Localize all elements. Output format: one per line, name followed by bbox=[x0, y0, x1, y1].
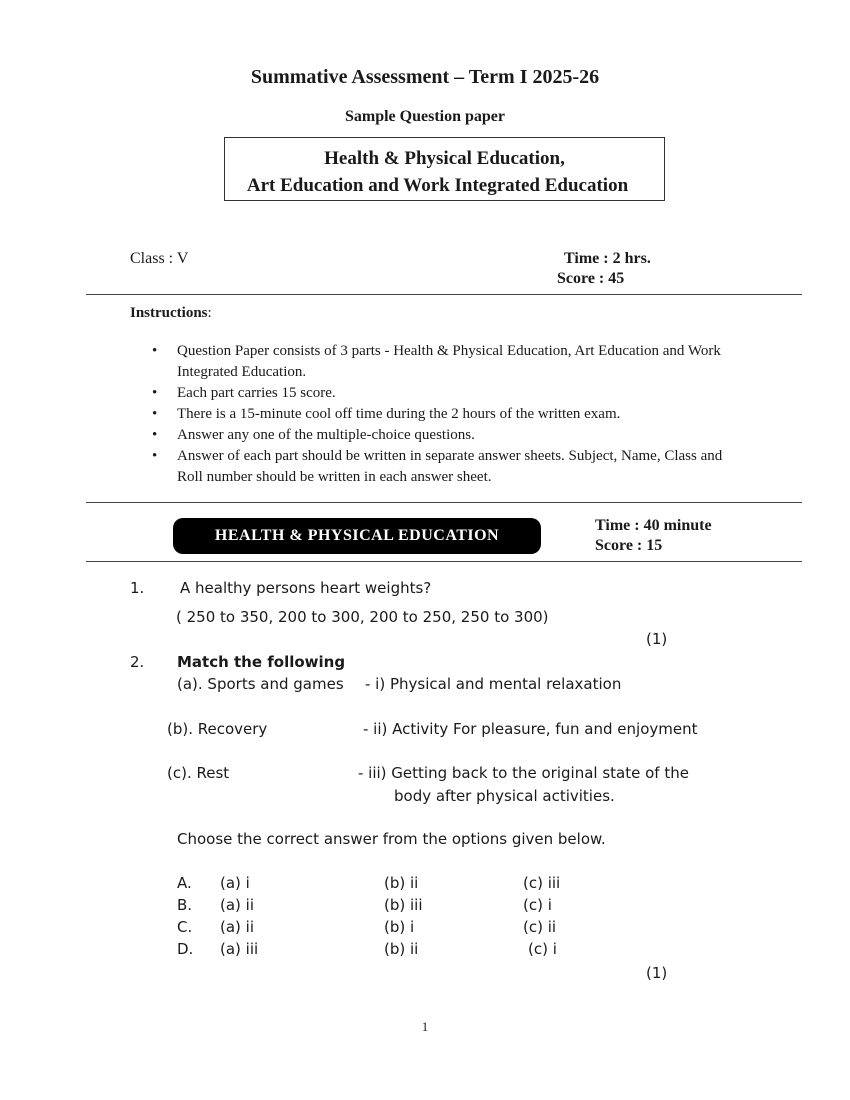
option-c: (c) i bbox=[528, 940, 557, 958]
instruction-item: • Each part carries 15 score. bbox=[150, 383, 730, 404]
question-marks: (1) bbox=[646, 630, 668, 648]
instruction-item: • Question Paper consists of 3 parts - Health & Physical Education, Art Education and Work Integrated Education. bbox=[150, 341, 730, 383]
question-number: 2. bbox=[130, 653, 145, 671]
divider bbox=[86, 561, 802, 562]
question-options: ( 250 to 350, 200 to 300, 200 to 250, 250 to 300) bbox=[176, 608, 549, 626]
option-label: A. bbox=[177, 874, 192, 892]
class-label: Class : V bbox=[130, 250, 189, 267]
option-b: (b) ii bbox=[384, 874, 419, 892]
question-heading: Match the following bbox=[177, 653, 346, 671]
match-left-item: (c). Rest bbox=[167, 764, 230, 782]
option-label: B. bbox=[177, 896, 193, 914]
document-subtitle: Sample Question paper bbox=[344, 108, 505, 125]
subject-box bbox=[224, 137, 665, 201]
question-text: A healthy persons heart weights? bbox=[180, 579, 432, 597]
instructions-list bbox=[150, 341, 730, 488]
option-b: (b) ii bbox=[384, 940, 419, 958]
match-right-item: - ii) Activity For pleasure, fun and enjoyment bbox=[363, 720, 698, 738]
option-c: (c) i bbox=[523, 896, 552, 914]
match-left-item: (b). Recovery bbox=[167, 720, 268, 738]
option-label: D. bbox=[177, 940, 194, 958]
match-left-item: (a). Sports and games bbox=[177, 675, 344, 693]
option-b: (b) i bbox=[384, 918, 415, 936]
match-right-item: - iii) Getting back to the original state of the bbox=[358, 764, 689, 782]
option-a: (a) ii bbox=[220, 918, 254, 936]
match-right-item-continued: body after physical activities. bbox=[394, 787, 615, 805]
subject-line-1: Health & Physical Education, bbox=[324, 148, 565, 169]
instructions-heading-text: Instructions bbox=[130, 305, 208, 321]
option-b: (b) iii bbox=[384, 896, 423, 914]
question-marks: (1) bbox=[646, 964, 668, 982]
divider bbox=[86, 502, 802, 503]
subject-line-2: Art Education and Work Integrated Education bbox=[246, 175, 629, 196]
question-number: 1. bbox=[130, 579, 145, 597]
option-a: (a) i bbox=[220, 874, 250, 892]
section-title-pill: HEALTH & PHYSICAL EDUCATION bbox=[173, 518, 541, 554]
option-c: (c) ii bbox=[523, 918, 557, 936]
section-time: Time : 40 minute bbox=[595, 517, 712, 534]
option-label: C. bbox=[177, 918, 193, 936]
option-c: (c) iii bbox=[523, 874, 561, 892]
option-a: (a) ii bbox=[220, 896, 254, 914]
exam-time: Time : 2 hrs. bbox=[564, 250, 651, 267]
instructions-colon: : bbox=[207, 305, 212, 321]
instruction-item: • There is a 15-minute cool off time during the 2 hours of the written exam. bbox=[150, 404, 730, 425]
section-score: Score : 15 bbox=[595, 537, 663, 554]
divider bbox=[86, 294, 802, 295]
option-a: (a) iii bbox=[220, 940, 259, 958]
instruction-item: • Answer of each part should be written in separate answer sheets. Subject, Name, Class and Roll number should be written in each answer sheet. bbox=[150, 446, 730, 488]
match-right-item: - i) Physical and mental relaxation bbox=[365, 675, 622, 693]
instruction-item: • Answer any one of the multiple-choice questions. bbox=[150, 425, 730, 446]
instructions-heading bbox=[130, 305, 212, 322]
exam-score: Score : 45 bbox=[557, 270, 625, 287]
question-instruction: Choose the correct answer from the options given below. bbox=[177, 830, 606, 848]
page-number: 1 bbox=[421, 1019, 429, 1034]
document-title: Summative Assessment – Term I 2025-26 bbox=[250, 66, 600, 88]
